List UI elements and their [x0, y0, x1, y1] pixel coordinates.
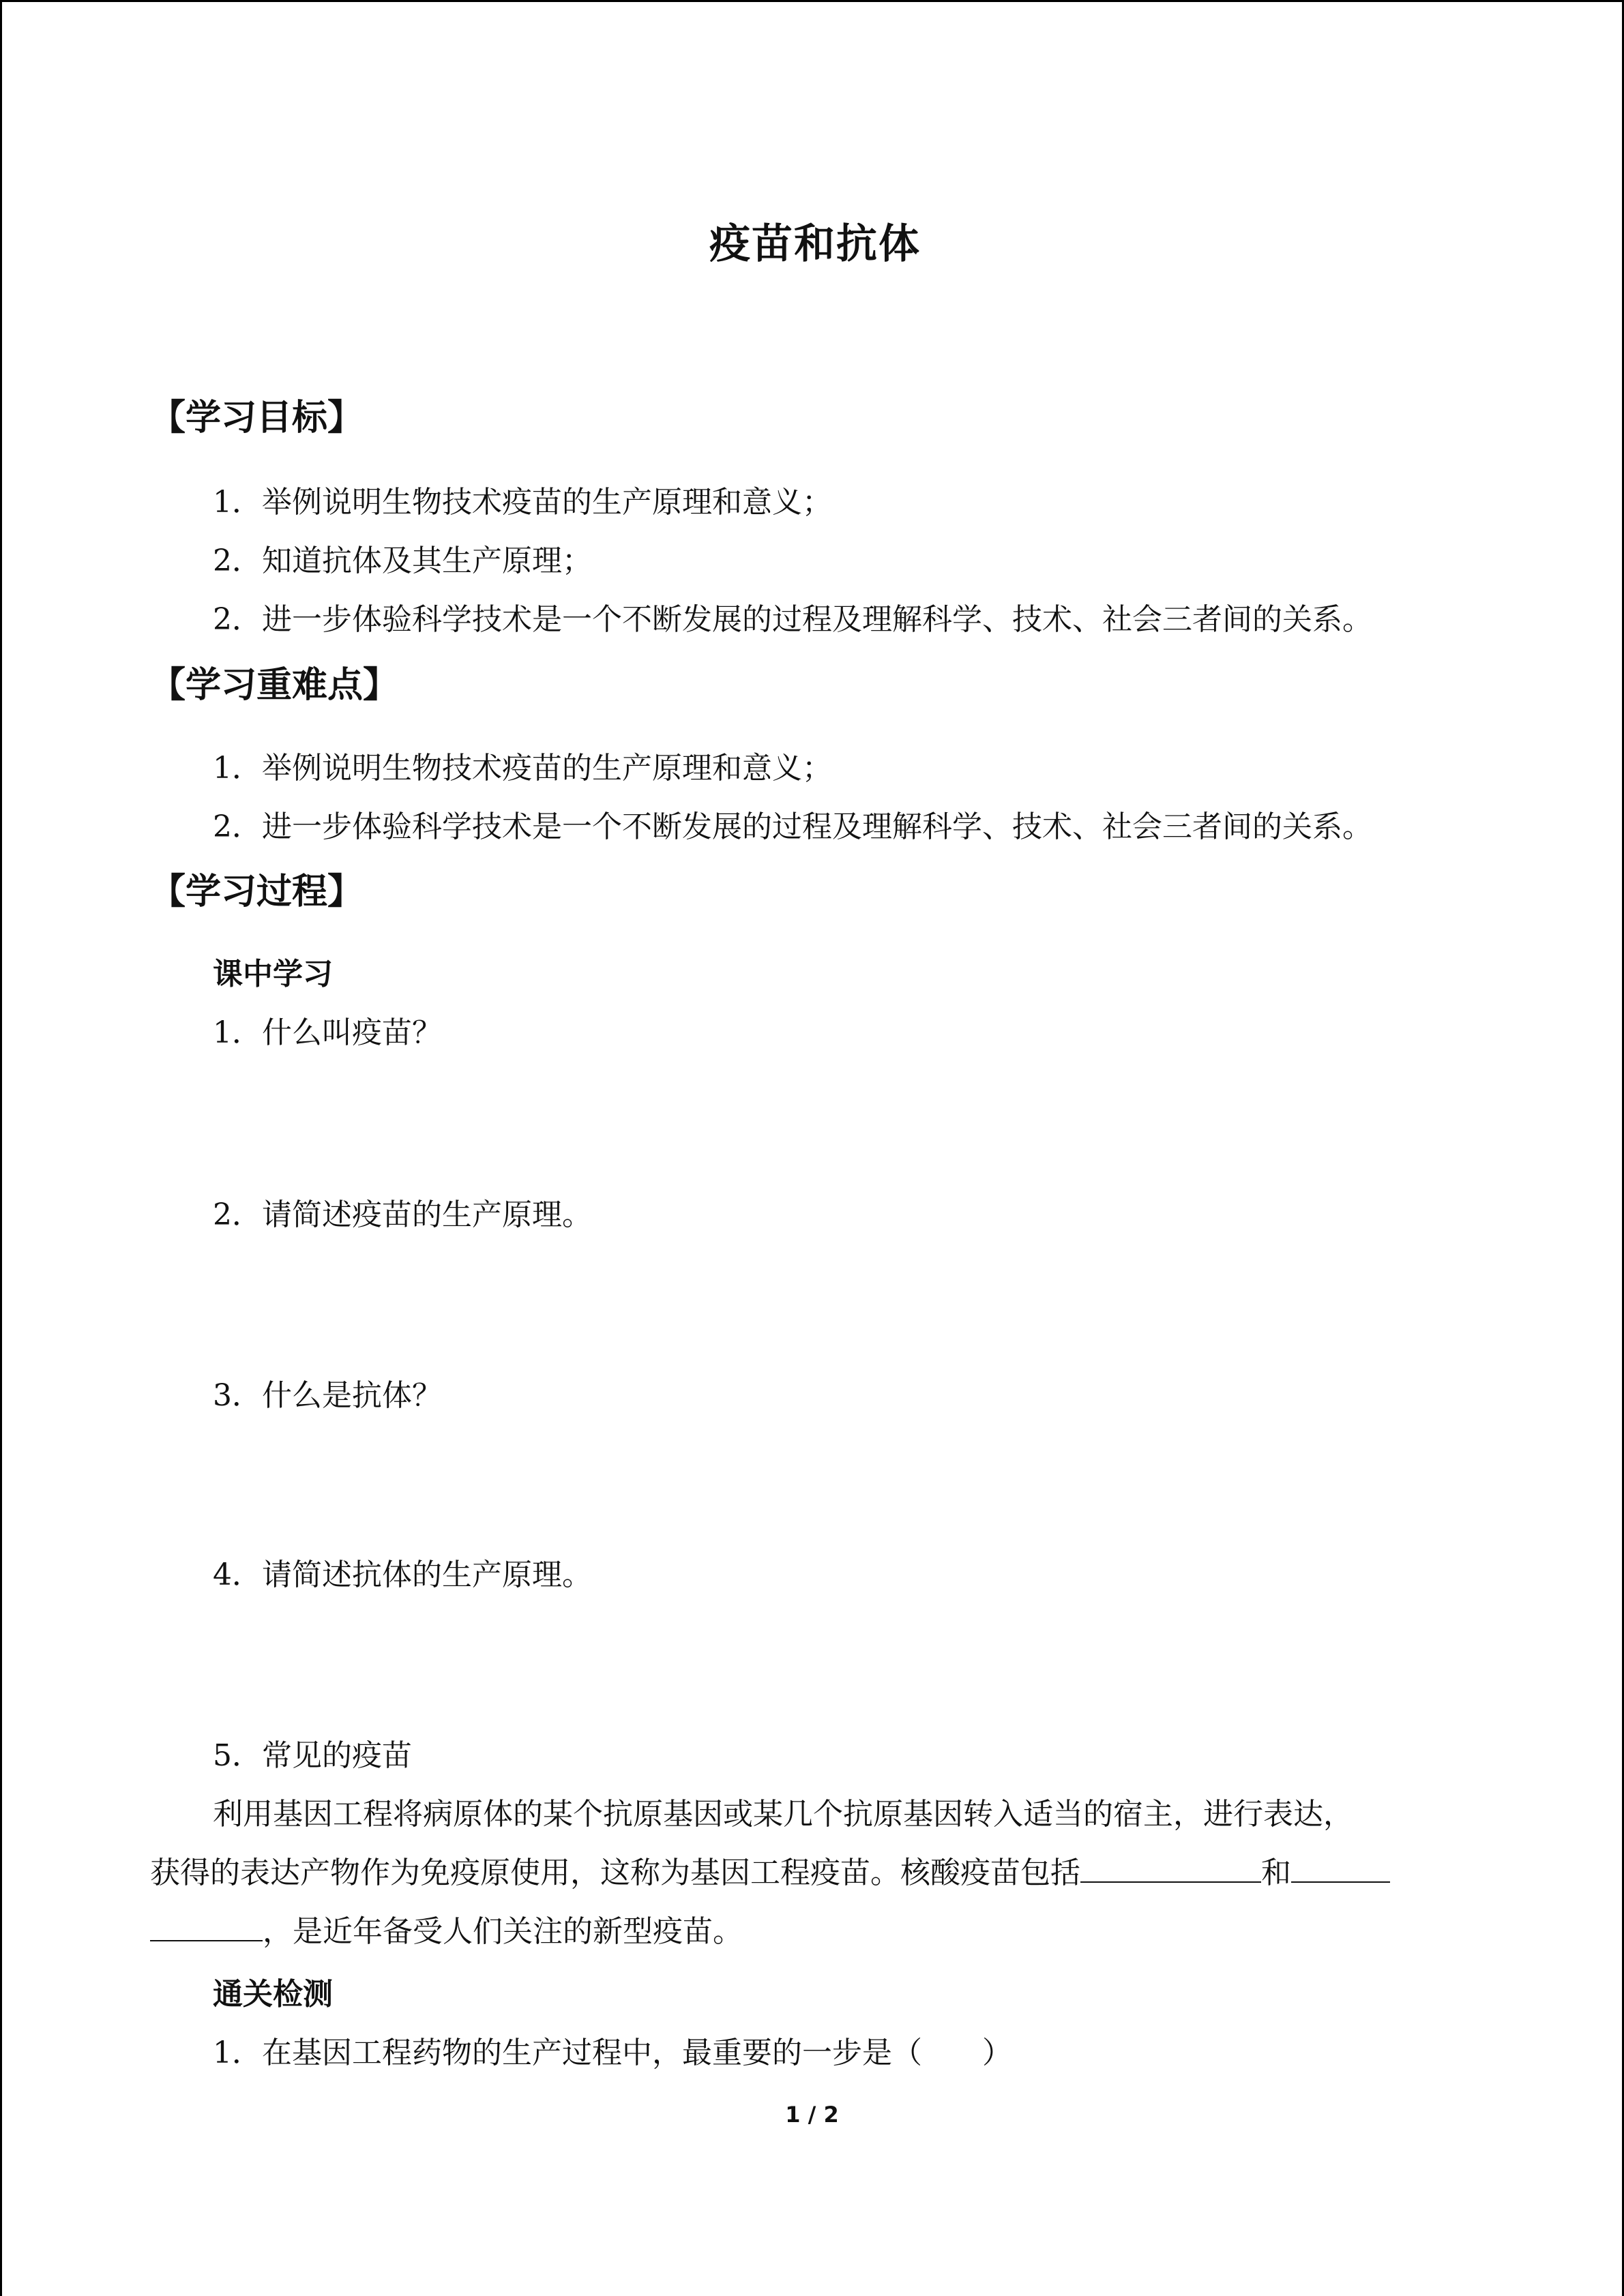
document-title: 疫苗和抗体 [709, 220, 921, 268]
paragraph-line-3-text: ，是近年备受人们关注的新型疫苗。 [263, 1914, 743, 1949]
fill-blank-1[interactable] [1080, 1851, 1261, 1883]
section-heading-process: 【学习过程】 [150, 871, 364, 912]
fill-blank-2-end[interactable] [150, 1910, 263, 1941]
key-point-item-1: 1．举例说明生物技术疫苗的生产原理和意义； [213, 751, 832, 786]
check-label: 通关检测 [213, 1977, 333, 2012]
paragraph-connector: 和 [1261, 1855, 1291, 1890]
fill-blank-2-start[interactable] [1291, 1851, 1390, 1883]
in-class-label: 课中学习 [213, 957, 333, 992]
paragraph-line-1: 利用基因工程将病原体的某个抗原基因或某几个抗原基因转入适当的宿主，进行表达， [213, 1797, 1353, 1832]
objective-item-3: 2．进一步体验科学技术是一个不断发展的过程及理解科学、技术、社会三者间的关系。 [213, 602, 1372, 637]
objective-item-1: 1．举例说明生物技术疫苗的生产原理和意义； [213, 485, 832, 520]
section-heading-objectives: 【学习目标】 [150, 398, 364, 438]
key-point-item-2: 2．进一步体验科学技术是一个不断发展的过程及理解科学、技术、社会三者间的关系。 [213, 809, 1372, 844]
question-1: 1．什么叫疫苗？ [213, 1015, 442, 1050]
question-3: 3．什么是抗体？ [213, 1378, 442, 1413]
question-5: 5．常见的疫苗 [213, 1738, 412, 1773]
check-question-1: 1．在基因工程药物的生产过程中，最重要的一步是（ ） [213, 2036, 1012, 2070]
page-number: 1 / 2 [785, 2102, 839, 2128]
question-4: 4．请简述抗体的生产原理。 [213, 1557, 592, 1592]
section-heading-key-points: 【学习重难点】 [150, 665, 399, 706]
paragraph-line-2-text: 获得的表达产物作为免疫原使用，这称为基因工程疫苗。核酸疫苗包括 [150, 1855, 1080, 1890]
question-2: 2．请简述疫苗的生产原理。 [213, 1197, 592, 1232]
objective-item-2: 2．知道抗体及其生产原理； [213, 543, 592, 578]
paragraph-line-2 [150, 1848, 1480, 1892]
paragraph-line-3 [150, 1907, 1480, 1950]
